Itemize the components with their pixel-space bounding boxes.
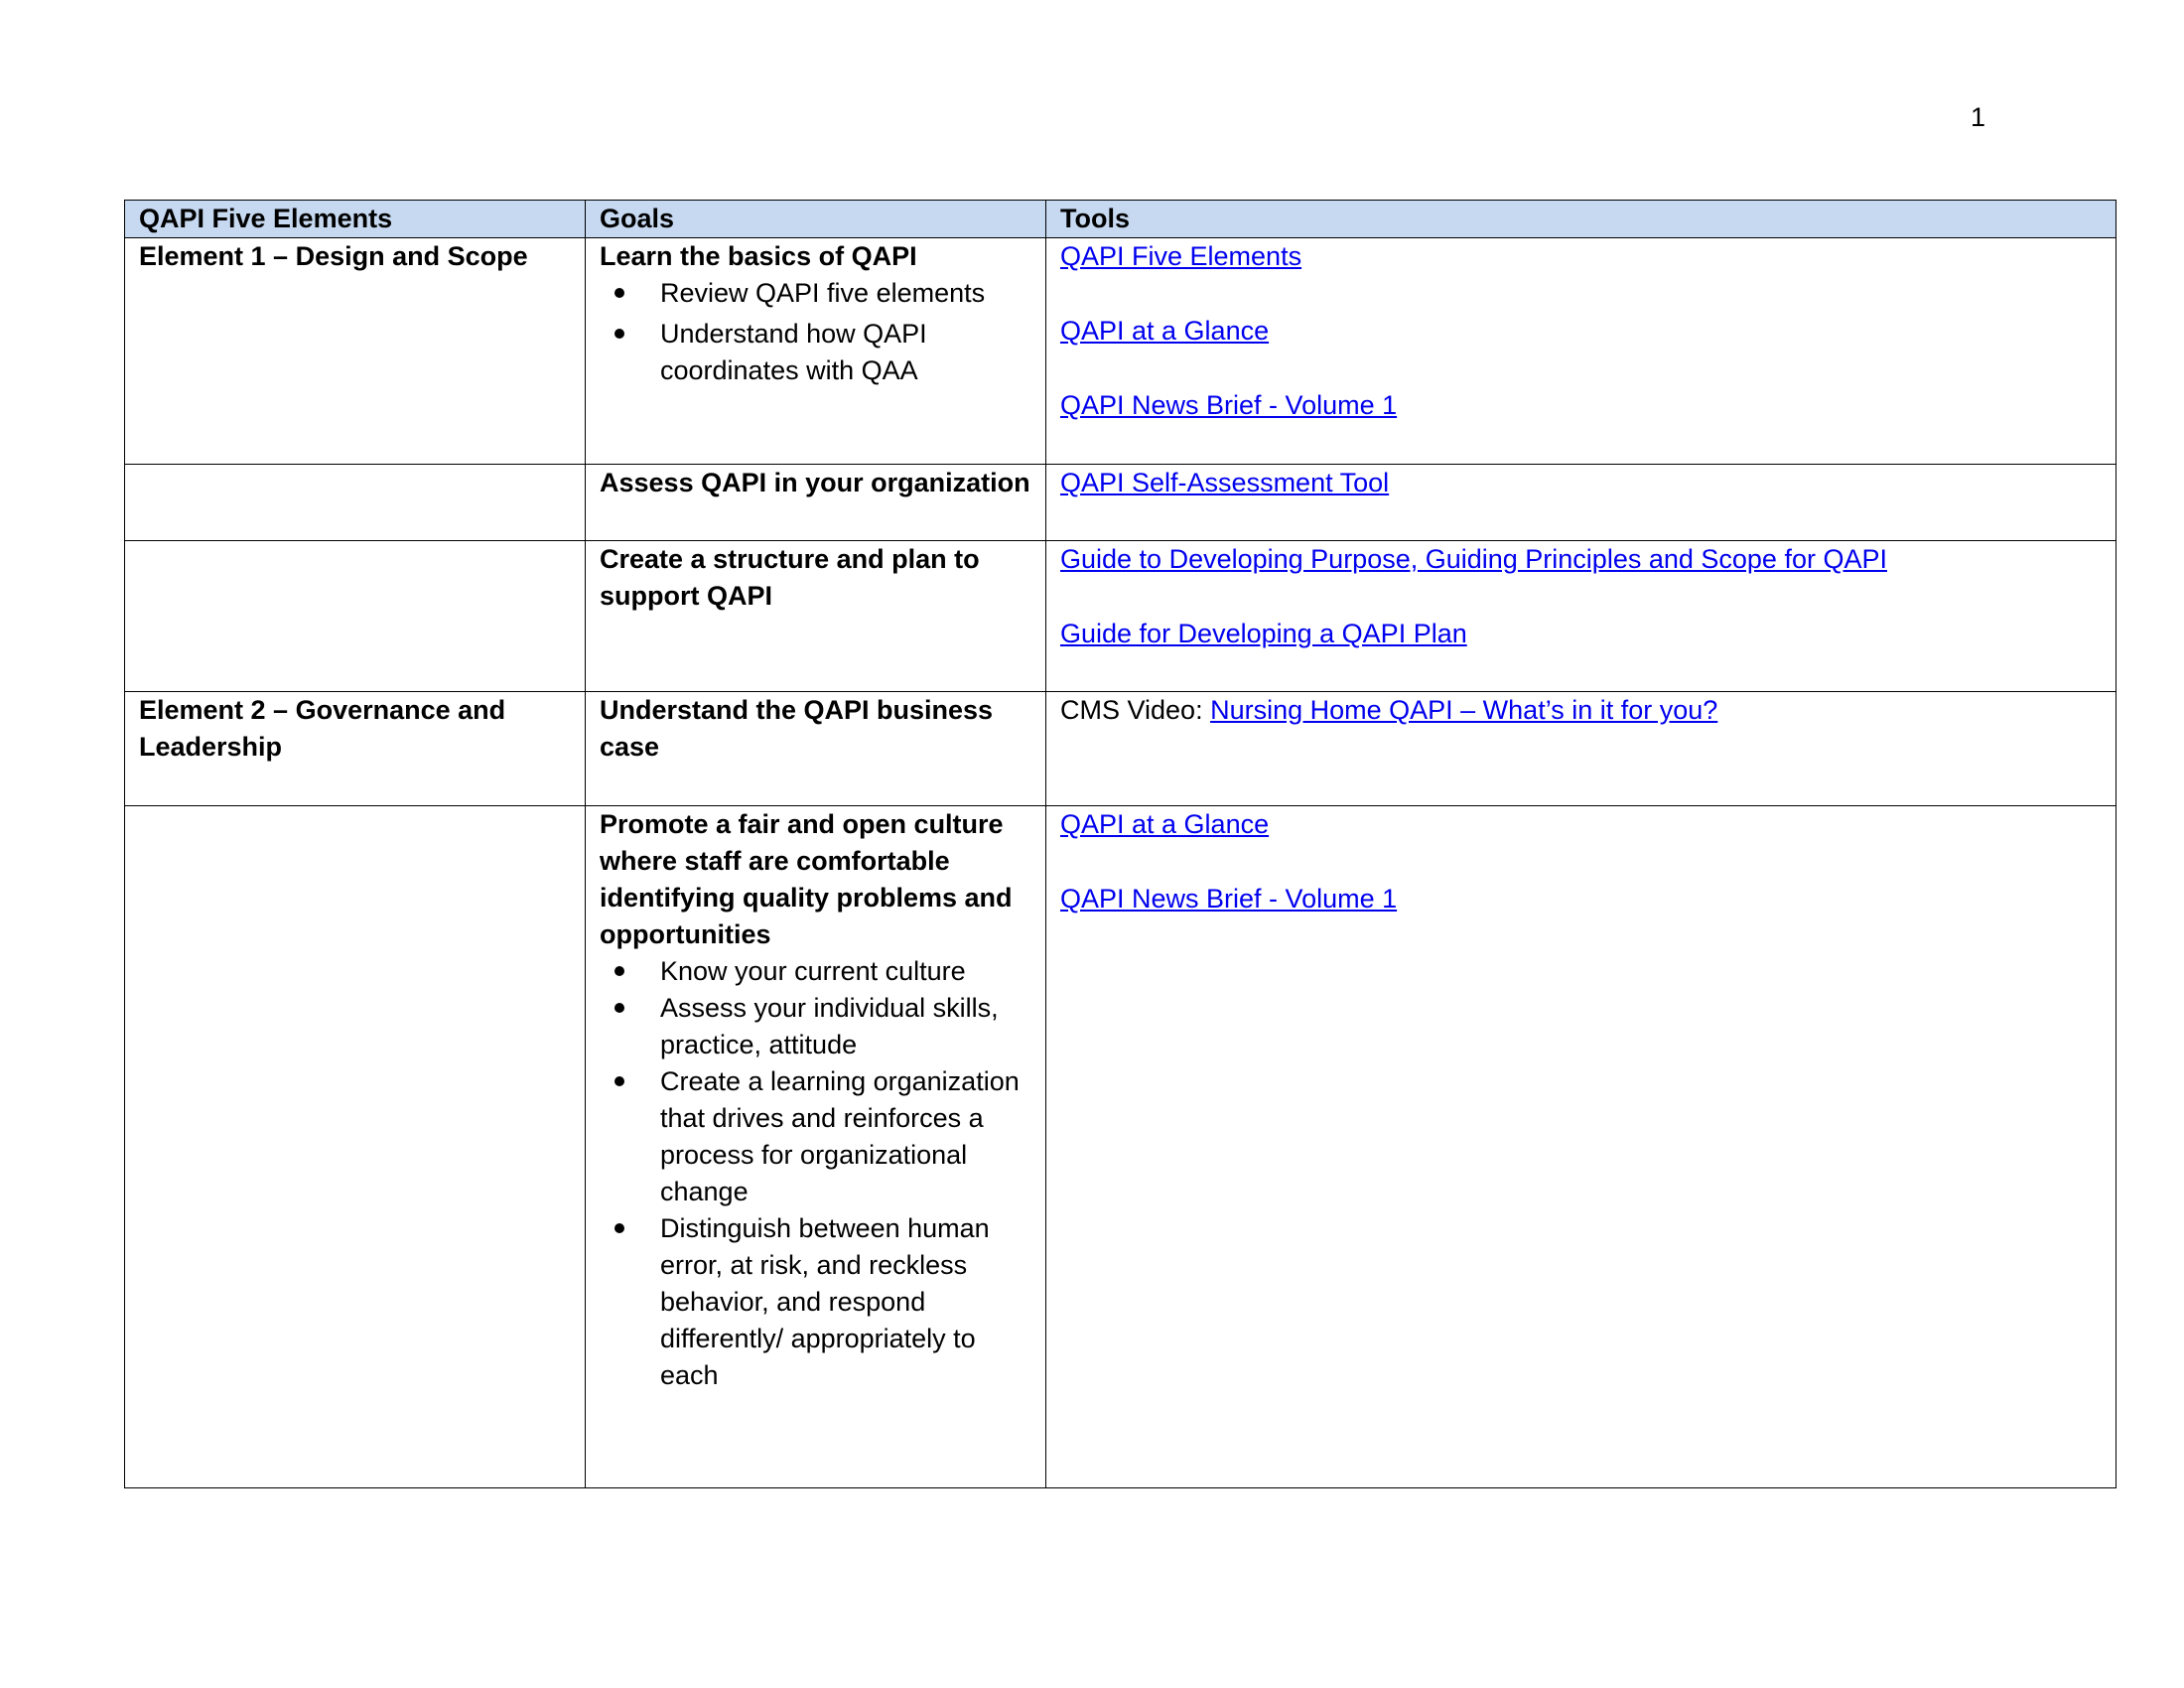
element-label: Element 2 – Governance and Leadership — [139, 695, 506, 762]
tool-link-purpose-guide[interactable]: Guide to Developing Purpose, Guiding Principles and Scope for QAPI — [1060, 544, 1887, 574]
goal-title: Assess QAPI in your organization — [600, 468, 1030, 497]
goal-title: Understand the QAPI business case — [600, 695, 994, 762]
goals-cell — [586, 692, 1046, 806]
table-row — [125, 692, 2116, 806]
goal-title: Learn the basics of QAPI — [600, 241, 917, 271]
spacer — [1060, 350, 2102, 387]
table-row — [125, 465, 2116, 541]
header-tools: Tools — [1046, 201, 2116, 238]
page-number: 1 — [1971, 102, 1986, 132]
tools-cell — [1046, 238, 2116, 465]
tool-link-qapi-at-a-glance[interactable]: QAPI at a Glance — [1060, 809, 1270, 839]
tool-link-cms-video[interactable]: Nursing Home QAPI – What’s in it for you? — [1210, 695, 1718, 725]
goal-title: Promote a fair and open culture where staff are comfortable identifying quality problems and opportunities — [600, 809, 1013, 949]
element-cell — [125, 465, 586, 541]
goal-bullet: Review QAPI five elements — [600, 275, 1031, 312]
goal-bullet: Distinguish between human error, at risk, and reckless behavior, and respond differently/ appropriately to each — [600, 1210, 1031, 1394]
goal-bullet: Create a learning organization that drives and reinforces a process for organizational change — [600, 1063, 1031, 1210]
element-cell — [125, 692, 586, 806]
tool-link-qapi-plan-guide[interactable]: Guide for Developing a QAPI Plan — [1060, 619, 1467, 648]
goal-bullet: Know your current culture — [600, 953, 1031, 990]
element-label: Element 1 – Design and Scope — [139, 241, 528, 271]
tools-cell — [1046, 692, 2116, 806]
goal-bullet: Understand how QAPI coordinates with QAA — [600, 316, 1031, 389]
tools-cell — [1046, 465, 2116, 541]
tool-link-qapi-news-brief[interactable]: QAPI News Brief - Volume 1 — [1060, 390, 1398, 420]
element-cell — [125, 238, 586, 465]
element-cell — [125, 541, 586, 692]
tool-link-qapi-five-elements[interactable]: QAPI Five Elements — [1060, 241, 1302, 271]
tool-link-qapi-at-a-glance[interactable]: QAPI at a Glance — [1060, 316, 1270, 346]
header-goals: Goals — [586, 201, 1046, 238]
tool-prefix: CMS Video: — [1060, 695, 1211, 725]
goal-title: Create a structure and plan to support QAPI — [600, 544, 980, 611]
qapi-elements-table — [124, 200, 2116, 1488]
spacer — [1060, 275, 2102, 313]
goals-cell — [586, 238, 1046, 465]
table-row — [125, 238, 2116, 465]
tool-link-self-assessment[interactable]: QAPI Self-Assessment Tool — [1060, 468, 1390, 497]
goals-cell — [586, 465, 1046, 541]
goal-bullet-list — [600, 953, 1031, 1394]
tools-cell — [1046, 541, 2116, 692]
goals-cell — [586, 541, 1046, 692]
table-header-row — [125, 201, 2116, 238]
tool-link-qapi-news-brief[interactable]: QAPI News Brief - Volume 1 — [1060, 884, 1398, 914]
header-qapi-five-elements: QAPI Five Elements — [125, 201, 586, 238]
table-row — [125, 541, 2116, 692]
tools-cell — [1046, 806, 2116, 1488]
goal-bullet-list — [600, 275, 1031, 389]
spacer — [1060, 578, 2102, 616]
table-row — [125, 806, 2116, 1488]
spacer — [1060, 843, 2102, 881]
goal-bullet: Assess your individual skills, practice, attitude — [600, 990, 1031, 1063]
element-cell — [125, 806, 586, 1488]
goals-cell — [586, 806, 1046, 1488]
